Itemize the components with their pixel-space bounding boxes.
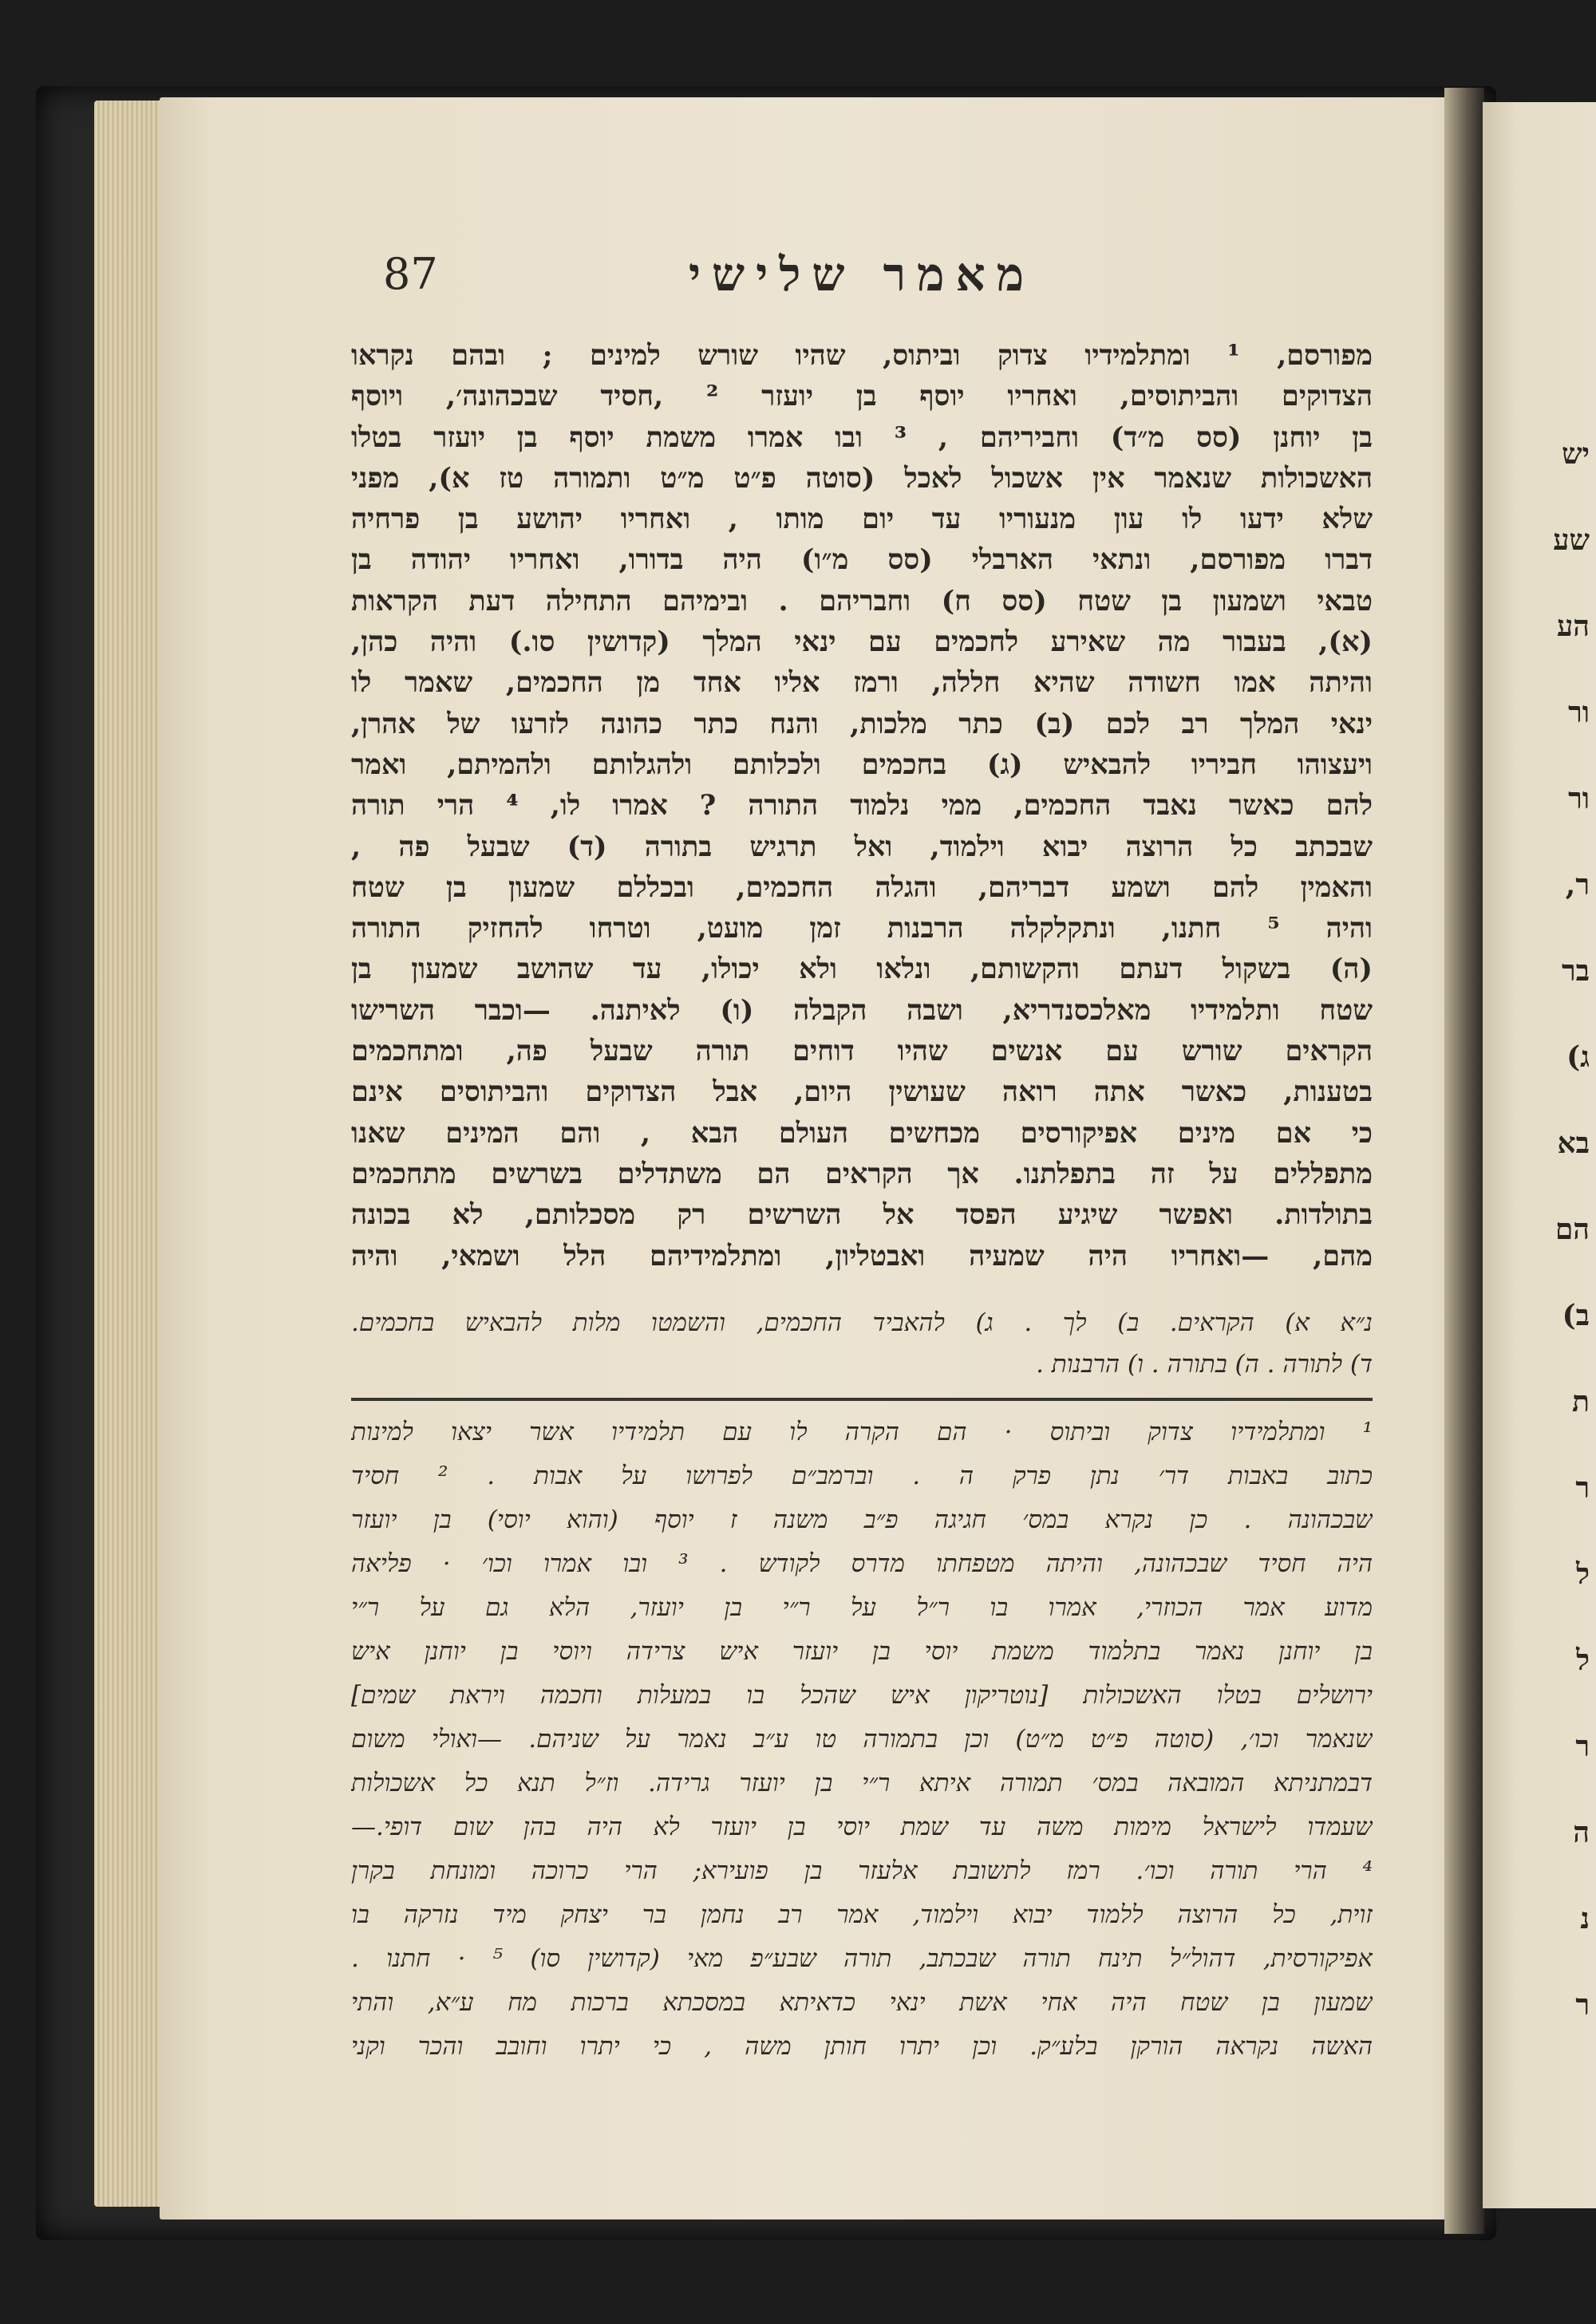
page-number: 87 [383, 249, 438, 299]
text-line: דברו מפורסם, ונתאי הארבלי (סס מ״ו) היה בדורו, ואחריו יהודה בן [351, 543, 1373, 577]
footnote-line: בן יוחנן נאמר בתלמוד משמת יוסי בן יועזר איש צרידה ויוסי בן יוחנן איש [351, 1637, 1373, 1666]
text-line: ויעצוהו חביריו להבאיש (ג) בחכמים ולכלותם ולהגלותם ולהמיתם, ואמר [351, 748, 1373, 781]
footnotes [351, 1411, 1373, 2069]
footnote-line: שנאמר וכו׳, (סוטה פ״ט מ״ט) וכן בתמורה טו ע״ב נאמר על שניהם. —ואולי משום [351, 1725, 1373, 1754]
footnote-separator [351, 1398, 1373, 1401]
text-line: שלא ידעו לו עון מנעוריו עד יום מותו , ואחריו יהושע בן פרחיה [351, 503, 1373, 536]
footnote-line: אפיקורסית, דהול״ל תינח תורה שבכתב, תורה שבע״פ מאי (קדושין סו) ⁵ · חתנו . [351, 1944, 1373, 1973]
facing-page-fragment: הע [1556, 610, 1590, 643]
text-line: בתולדות. ואפשר שיגיע הפסד אל השרשים רק מסכלותם, לא בכונה [351, 1198, 1373, 1232]
text-line: מהם, —ואחריו היה שמעיה ואבטליון, ומתלמידיהם הלל ושמאי, והיה [351, 1239, 1373, 1272]
text-line: והיתה אמו חשודה שהיא חללה, ורמז אליו אחד מן החכמים, שאמר לו [351, 666, 1373, 700]
facing-page-fragment: בר [1561, 954, 1590, 988]
footnote-line: כתוב באבות דר׳ נתן פרק ה . וברמב״ם לפרושו על אבות . ² חסיד [351, 1462, 1373, 1490]
text-line: להם כאשר נאבד החכמים, ממי נלמוד התורה ? אמרו לו, ⁴ הרי תורה [351, 789, 1373, 823]
text-line: הקראים שורש עם אנשים שהיו דוחים תורה שבעל פה, ומתחכמים [351, 1035, 1373, 1068]
footnote-line: ¹ ומתלמידיו צדוק וביתוס · הם הקרה לו עם תלמידיו אשר יצאו למינות [351, 1418, 1373, 1446]
facing-page-fragment: נ [1580, 1902, 1590, 1935]
text-line: והיה ⁵ חתנו, ונתקלקלה הרבנות זמן מועט, וטרחו להחזיק התורה [351, 912, 1373, 945]
facing-page-fragment: ר, [1565, 868, 1590, 902]
text-line: בן יוחנן (סס מ״ד) וחביריהם , ³ ובו אמרו משמת יוסף בן יועזר בטלו [351, 420, 1373, 454]
footnote-line: שעמדו לישראל מימות משה עד שמת יוסי בן יועזר לא היה בהן שום דופי.— [351, 1813, 1373, 1841]
facing-page-fragment: הם [1555, 1213, 1590, 1246]
footnote-line: שבכהונה . כן נקרא במס׳ חגיגה פ״ב משנה ז יוסף (והוא יוסי) בן יועזר [351, 1505, 1373, 1534]
text-line: והאמין להם ושמע דבריהם, והגלה החכמים, ובכללם שמעון בן שטח [351, 870, 1373, 904]
facing-page-fragment: בא [1557, 1126, 1590, 1160]
footnote-line: זוית, כל הרוצה ללמוד יבוא וילמוד, אמר רב נחמן בר יצחק מיד נזרקה בו [351, 1900, 1373, 1929]
footnote-line: מדוע אמר הכוזרי, אמרו בו ר״ל על ר״י בן יועזר, הלא גם על ר״י [351, 1593, 1373, 1622]
facing-page-fragment: ר [1575, 1471, 1590, 1505]
facing-page-fragment: ור [1568, 696, 1590, 729]
facing-page-fragment: ל [1576, 1643, 1590, 1677]
text-line: מפורסם, ¹ ומתלמידיו צדוק וביתוס, שהיו שורש למינים ; ובהם נקראו [351, 339, 1373, 372]
text-line: כי אם מינים אפיקורסים מכחשים העולם הבא , והם המינים שאנו [351, 1116, 1373, 1150]
variant-line: ד) לתורה . ה) בתורה . ו) הרבנות . [1036, 1350, 1373, 1379]
facing-page-fragment: יש [1562, 437, 1590, 471]
text-line: מתפללים על זה בתפלתנו. אך הקראים הם משתדלים בשרשים מתחכמים [351, 1157, 1373, 1190]
text-line: בטענות, כאשר אתה רואה שעושין היום, אבל הצדוקים והביתוסים אינם [351, 1075, 1373, 1109]
footnote-line: האשה נקראה הורקן בלע״ק. וכן יתרו חותן משה , כי יתרו וחובב והכר וקני [351, 2032, 1373, 2061]
facing-page-fragment: ור [1568, 782, 1590, 815]
text-line: טבאי ושמעון בן שטח (סס ח) וחבריהם . ובימיהם התחילה דעת הקראות [351, 584, 1373, 617]
footnote-line: ⁴ הרי תורה וכו׳. רמז לתשובת אלעזר בן פועירא; הרי כרוכה ומונחת בקרן [351, 1856, 1373, 1885]
facing-page-fragment: ר [1575, 1988, 1590, 2022]
footnote-line: שמעון בן שטח היה אחי אשת ינאי כדאיתא במסכתא ברכות מח ע״א, והתי [351, 1988, 1373, 2017]
facing-page [1483, 102, 1596, 2208]
text-line: שטח ותלמידיו מאלכסנדריא, ושבה הקבלה (ו) לאיתנה. —וכבר השרישו [351, 993, 1373, 1027]
running-title: מאמר שלישי [688, 247, 1036, 302]
text-line: הצדוקים והביתוסים, ואחריו יוסף בן יועזר ² ,חסיד שבכהונה׳, ויוסף [351, 380, 1373, 413]
book-gutter [1444, 88, 1484, 2234]
footnote-line: היה חסיד שבכהונה, והיתה מטפחתו מדרס לקודש . ³ ובו אמרו וכו׳ · פליאה [351, 1549, 1373, 1578]
facing-page-fragment: שע [1553, 523, 1590, 557]
text-line: (ה) בשקול דעתם והקשותם, ונלאו ולא יכולו, עד שהושב שמעון בן [351, 953, 1373, 986]
facing-page-fragment: ת [1572, 1385, 1590, 1418]
main-text [351, 335, 1373, 1276]
footnote-line: ירושלים בטלו האשכולות [נוטריקון איש שהכל בו במעלות וחכמה ויראת שמים] [351, 1681, 1373, 1710]
facing-page-fragment: ל [1576, 1557, 1590, 1591]
facing-page-fragment: ה [1573, 1816, 1590, 1849]
variant-line: נ״א א) הקראים. ב) לך . ג) להאביד החכמים, והשמטו מלות להבאיש בחכמים. [351, 1308, 1373, 1337]
text-line: (א), בעבור מה שאירע לחכמים עם ינאי המלך (קדושין סו.) והיה כהן, [351, 625, 1373, 659]
facing-page-fragment: ב) [1562, 1299, 1590, 1332]
facing-page-fragment: ג) [1566, 1040, 1590, 1074]
text-line: ינאי המלך רב לכם (ב) כתר מלכות, והנח כתר כהונה לזרעו של אהרן, [351, 707, 1373, 740]
facing-page-fragment: ר [1575, 1730, 1590, 1763]
variant-readings [351, 1302, 1373, 1385]
text-line: שבכתב כל הרוצה יבוא וילמוד, ואל תרגיש בתורה (ד) שבעל פה , [351, 830, 1373, 863]
footnote-line: דבמתניתא המובאה במס׳ תמורה איתא ר״י בן יועזר גרידה. וז״ל תנא כל אשכולות [351, 1769, 1373, 1797]
text-line: האשכולות שנאמר אין אשכול לאכל (סוטה פ״ט מ״ט ותמורה טז א), מפני [351, 461, 1373, 495]
